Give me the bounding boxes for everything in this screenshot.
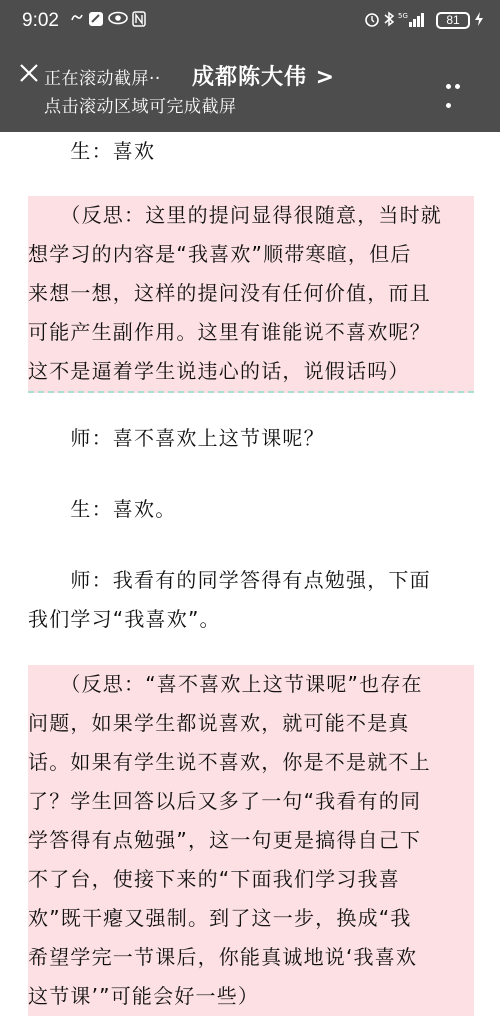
battery-indicator: 81 (436, 12, 470, 29)
text-line: 了？学生回答以后又多了一句“我看有的同 (28, 782, 474, 821)
charging-icon (474, 11, 484, 32)
status-bar (0, 0, 500, 42)
paragraph-teacher-question (28, 419, 474, 458)
scroll-capture-status: 正在滚动截屏·· (44, 69, 161, 89)
text-line: 想学习的内容是“我喜欢”顺带寒暄，但后 (28, 235, 474, 274)
clock: 9:02 (22, 10, 59, 31)
signal-icon (398, 11, 426, 32)
text-line: 话。如果有学生说不喜欢，你是不是就不上 (28, 743, 474, 782)
paragraph-student-answer (28, 490, 474, 529)
text-line: 我们学习“我喜欢”。 (28, 607, 221, 631)
notification-icon (70, 11, 84, 30)
text-line: 不了台，使接下来的“下面我们学习我喜 (28, 860, 474, 899)
page-title[interactable]: 成都陈大伟 > (192, 65, 336, 90)
text-line: 这不是逼着学生说违心的话，说假话吗） (28, 352, 474, 393)
nfc-icon (132, 11, 146, 32)
more-options-icon[interactable] (446, 74, 472, 80)
text-line: 问题，如果学生都说喜欢，就可能不是真 (28, 704, 474, 743)
text-line: 生：喜欢。 (28, 497, 177, 521)
app-badge-icon (88, 11, 104, 32)
text-line: 师：我看有的同学答得有点勉强，下面 (28, 568, 431, 592)
svg-text:5G: 5G (398, 12, 408, 20)
alarm-icon (364, 11, 380, 32)
scroll-capture-hint: 点击滚动区域可完成截屏 (44, 97, 237, 117)
eye-icon (108, 11, 128, 30)
text-line: 学答得有点勉强”，这一句更是搞得自己下 (28, 821, 474, 860)
text-line: （反思：这里的提问显得很随意，当时就 (28, 196, 474, 235)
text-line: 师：喜不喜欢上这节课呢？ (28, 426, 325, 450)
text-line: 生：喜欢 (28, 139, 156, 163)
paragraph-teacher-comment (28, 561, 474, 639)
bluetooth-icon (383, 11, 395, 32)
screenshot-toolbar (0, 42, 500, 132)
text-line: （反思：“喜不喜欢上这节课呢”也存在 (28, 665, 474, 704)
text-line: 欢”既干瘪又强制。到了这一步，换成“我 (28, 899, 474, 938)
text-line: 希望学完一节课后，你能真诚地说‘我喜欢 (28, 938, 474, 977)
article-body (0, 132, 500, 1020)
reflection-paragraph (28, 196, 474, 393)
text-line: 来想一想，这样的提问没有任何价值，而且 (28, 274, 474, 313)
reflection-paragraph (28, 665, 474, 1016)
paragraph-student-reply (28, 132, 474, 171)
text-line: 可能产生副作用。这里有谁能说不喜欢呢？ (28, 313, 474, 352)
text-line: 这节课’”可能会好一些） (28, 977, 474, 1016)
close-icon[interactable] (18, 62, 40, 84)
